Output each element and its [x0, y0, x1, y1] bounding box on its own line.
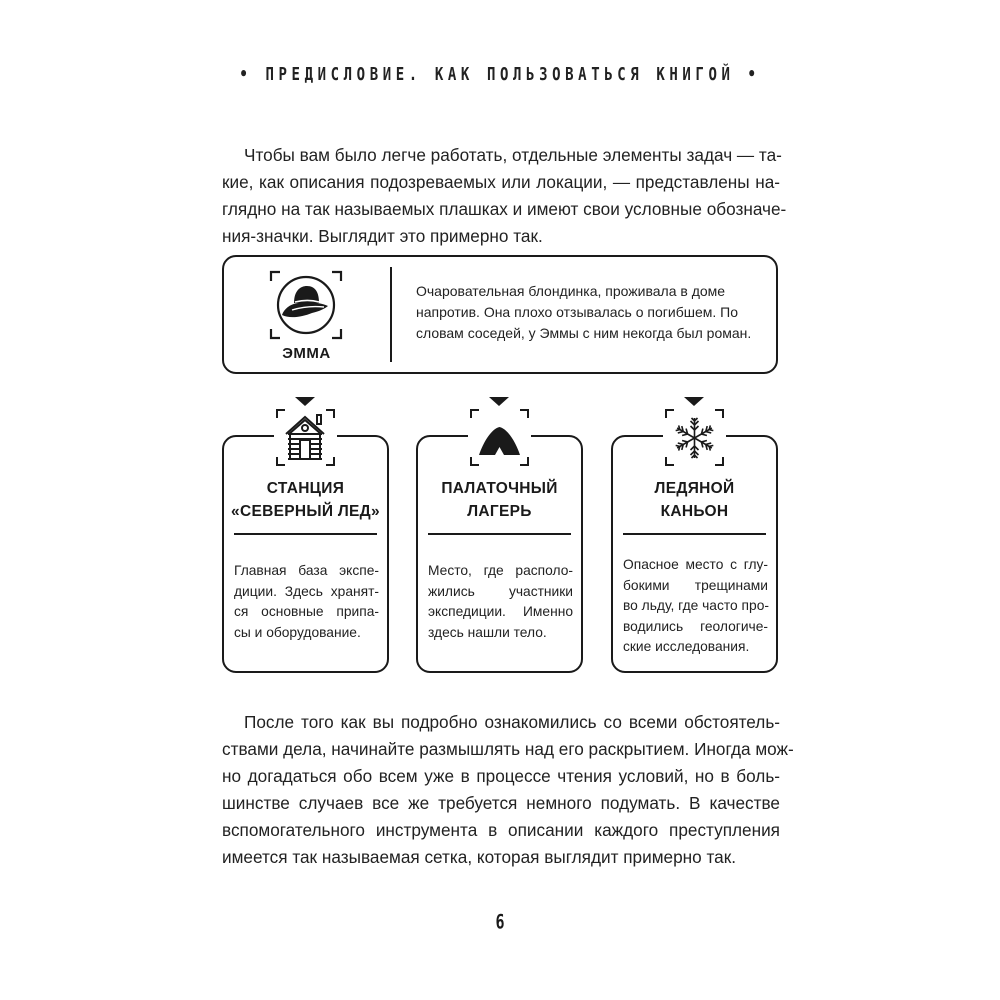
desc-line: жились участники [428, 583, 573, 599]
desc-line: во льду, где часто про- [623, 598, 769, 613]
arrow-down-icon [489, 397, 509, 406]
location-title [611, 477, 778, 523]
desc-line: здесь нашли тело. [428, 624, 547, 640]
divider [234, 533, 377, 535]
suspect-description: Очаровательная блондинка, проживала в доме напротив. Она плохо отзывалась о погибшем. По словам соседей, у Эммы с ним некогда был роман. [416, 283, 752, 341]
title-line: ЛЕДЯНОЙ [654, 480, 735, 497]
divider [428, 533, 571, 535]
title-line: КАНЬОН [660, 503, 729, 520]
location-title [222, 477, 389, 523]
desc-line: ские исследования. [623, 639, 750, 654]
location-description [623, 555, 768, 658]
divider [390, 267, 392, 362]
suspect-badge [224, 257, 389, 372]
location-card-station [222, 395, 389, 673]
paragraph-line: Чтобы вам было легче работать, отдельные элементы задач — та- [244, 145, 782, 165]
paragraph-line: имеется так называемая сетка, которая выглядит примерно так. [222, 847, 736, 867]
location-title [416, 477, 583, 523]
desc-line: Главная база экспе- [234, 563, 379, 578]
snowflake-icon [664, 407, 725, 468]
desc-line: экспедиции. Именно [428, 604, 573, 619]
desc-line: диции. Здесь хранят- [234, 583, 379, 599]
paragraph-line: После того как вы подробно ознакомились со всеми обстоятель- [244, 712, 780, 732]
paragraph-line: глядно на так называемых плашках и имеют свои условные обозначе- [222, 199, 787, 219]
title-line: СТАНЦИЯ [266, 480, 345, 497]
intro-paragraph [222, 142, 787, 250]
location-description [428, 561, 573, 643]
desc-line: бокими трещинами [623, 577, 768, 593]
page-number: 6 [495, 910, 505, 934]
paragraph-line: кие, как описания подозреваемых или локации, — представлены на- [222, 172, 780, 192]
desc-line: сы и оборудование. [234, 624, 361, 640]
hat-icon [268, 267, 344, 343]
paragraph-line: шинстве случаев все же требуется немного подумать. В качестве [222, 793, 780, 813]
suspect-name: ЭММА [282, 345, 331, 362]
paragraph-line: ствами дела, начинайте размышлять над его раскрытием. Иногда мож- [222, 739, 794, 759]
desc-line: Место, где располо- [428, 563, 573, 578]
log-cabin-icon [275, 407, 336, 468]
title-line: ПАЛАТОЧНЫЙ [441, 480, 558, 497]
paragraph-line: ния-значки. Выглядит это примерно так. [222, 226, 543, 246]
location-card-ice-canyon [611, 395, 778, 673]
tent-icon [469, 407, 530, 468]
closing-paragraph [222, 709, 794, 871]
desc-line: водились геологиче- [623, 618, 768, 634]
title-line: ЛАГЕРЬ [467, 503, 532, 520]
title-line: «СЕВЕРНЫЙ ЛЕД» [231, 503, 380, 520]
arrow-down-icon [295, 397, 315, 406]
paragraph-line: вспомогательного инструмента в описании каждого преступления [222, 820, 780, 840]
running-head: • ПРЕДИСЛОВИЕ. КАК ПОЛЬЗОВАТЬСЯ КНИГОЙ • [239, 65, 761, 85]
suspect-card [222, 255, 778, 374]
arrow-down-icon [684, 397, 704, 406]
desc-line: ся основные припа- [234, 604, 379, 619]
divider [623, 533, 766, 535]
desc-line: Опасное место с глу- [623, 557, 768, 572]
paragraph-line: но догадаться обо всем уже в процессе чтения условий, но в боль- [222, 766, 780, 786]
location-description [234, 561, 379, 643]
location-card-tent-camp [416, 395, 583, 673]
